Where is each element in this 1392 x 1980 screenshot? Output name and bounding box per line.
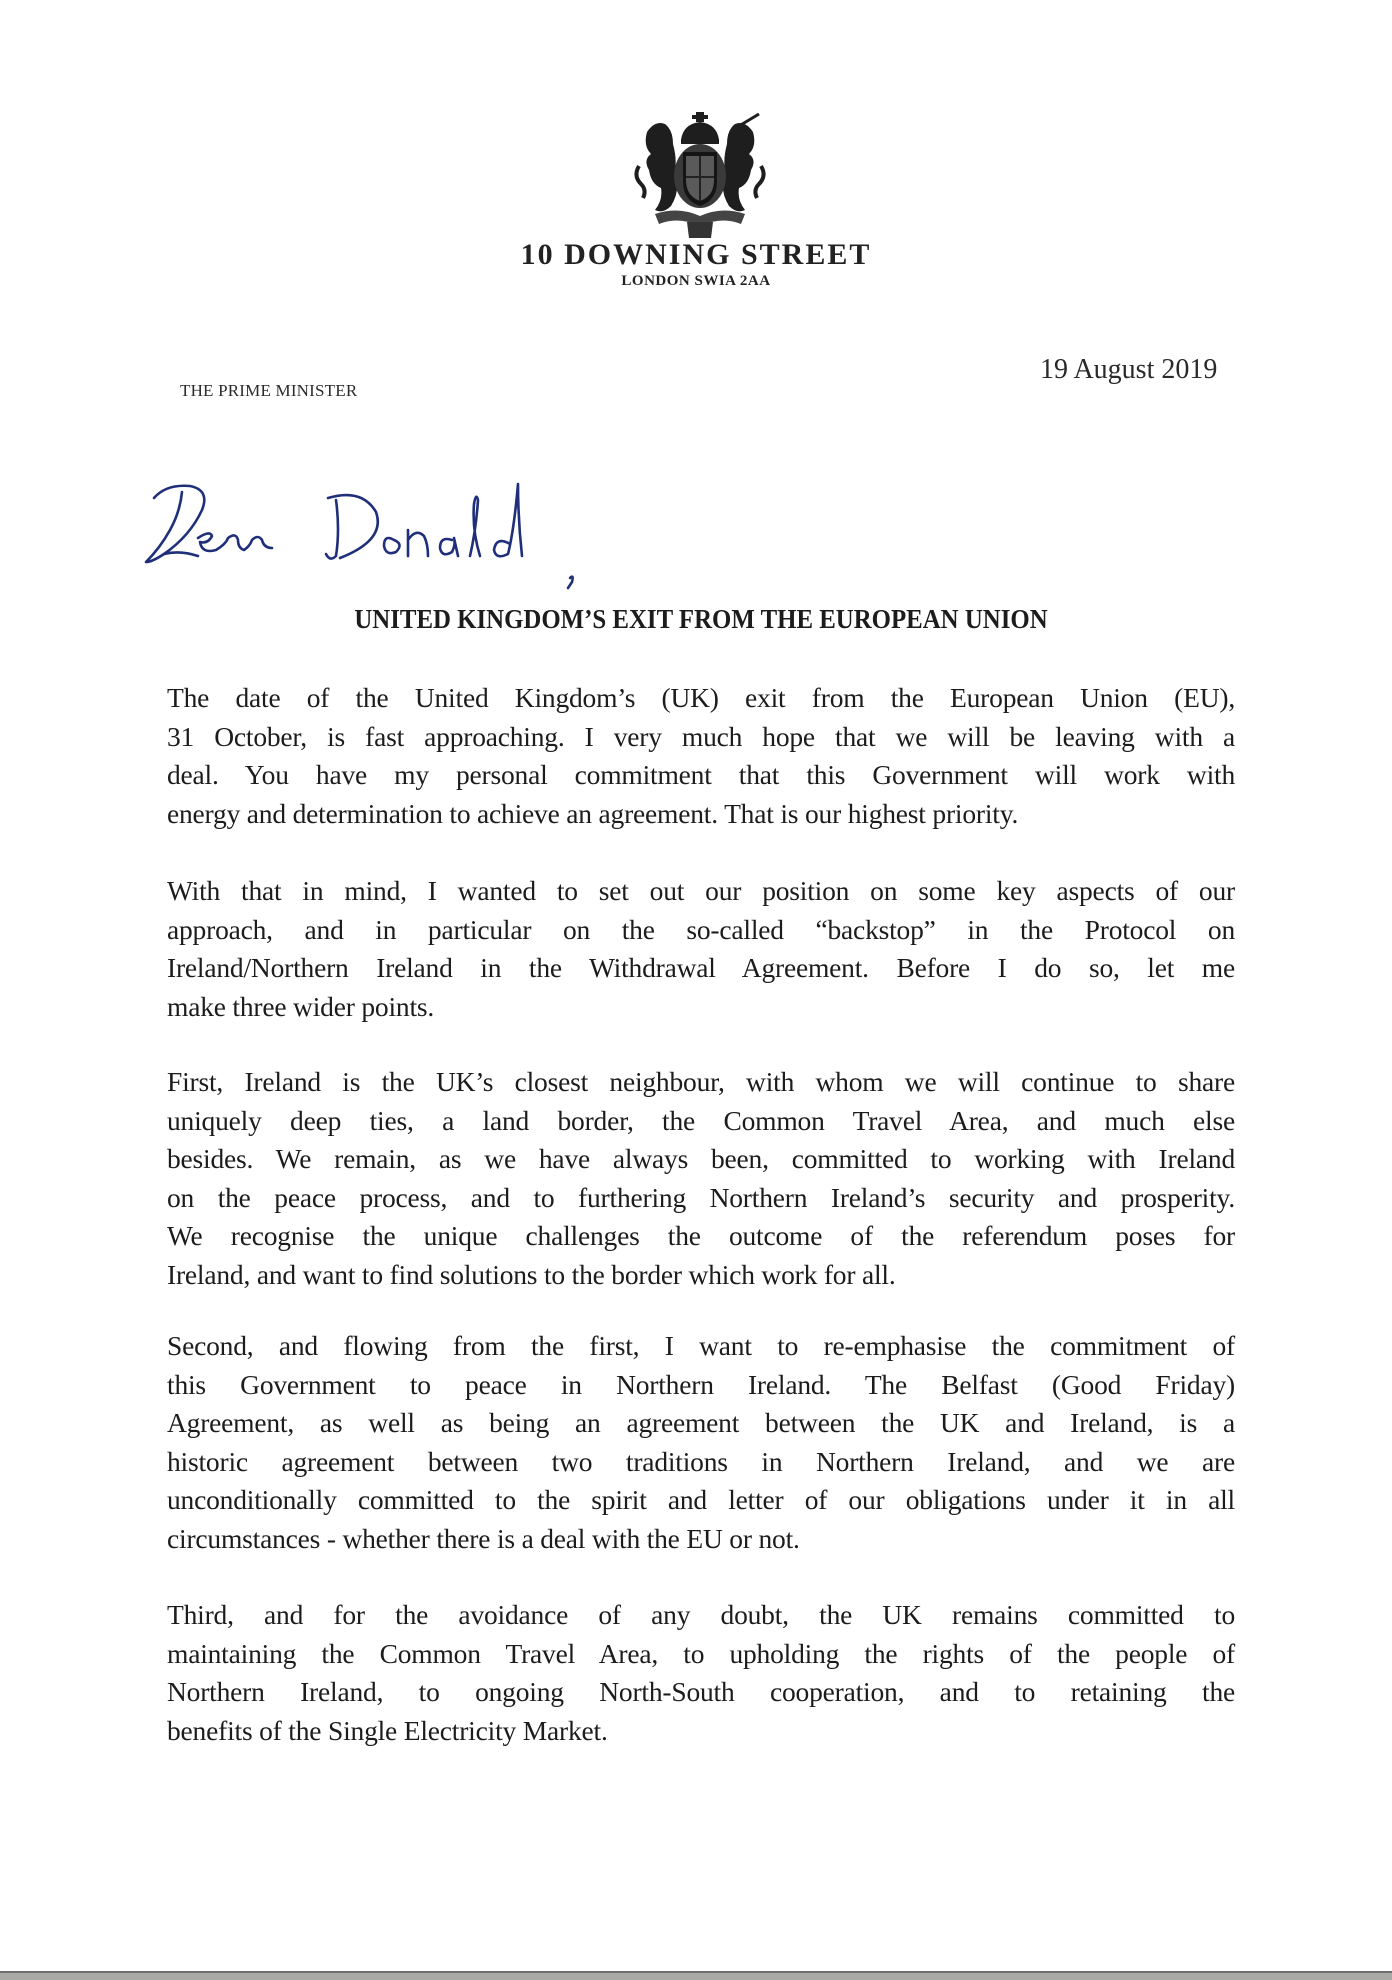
paragraph-line: approach, and in particular on the so-called “backstop” in the Protocol on: [167, 913, 1235, 945]
paragraph-line: circumstances - whether there is a deal with the EU or not.: [167, 1522, 800, 1554]
viewer-bottom-edge: [0, 1971, 1392, 1980]
paragraph-line: unconditionally committed to the spirit and letter of our obligations under it in all: [167, 1484, 1235, 1515]
paragraph-line: on the peace process, and to furthering Northern Ireland’s security and prosperity.: [167, 1181, 1235, 1213]
handwritten-salutation: [140, 470, 700, 590]
paragraph-line: With that in mind, I wanted to set out our position on some key aspects of our: [167, 875, 1235, 906]
paragraph-line: besides. We remain, as we have always been, committed to working with Ireland: [167, 1143, 1235, 1174]
paragraph-line: We recognise the unique challenges the outcome of the referendum poses for: [167, 1220, 1235, 1251]
paragraph-line: uniquely deep ties, a land border, the Common Travel Area, and much else: [167, 1104, 1235, 1136]
royal-crest-icon: [633, 110, 767, 240]
paragraph-line: energy and determination to achieve an agreement. That is our highest priority.: [167, 797, 1019, 829]
letterhead-address-title: 10 DOWNING STREET: [520, 238, 872, 271]
paragraph-line: maintaining the Common Travel Area, to upholding the rights of the people of: [167, 1637, 1235, 1669]
letter-date: 19 August 2019: [1040, 354, 1218, 385]
paragraph-line: First, Ireland is the UK’s closest neighbour, with whom we will continue to share: [167, 1066, 1235, 1097]
paragraph-1: [167, 679, 1235, 833]
paragraph-line: historic agreement between two traditions in Northern Ireland, and we are: [167, 1445, 1235, 1477]
paragraph-line: 31 October, is fast approaching. I very much hope that we will be leaving with a: [167, 720, 1235, 752]
paragraph-line: deal. You have my personal commitment that this Government will work with: [167, 759, 1235, 790]
paragraph-line: Second, and flowing from the first, I want to re-emphasise the commitment of: [167, 1330, 1235, 1361]
paragraph-line: Agreement, as well as being an agreement between the UK and Ireland, is a: [167, 1407, 1235, 1438]
paragraph-3: [167, 1063, 1235, 1294]
paragraph-4: [167, 1327, 1235, 1558]
paragraph-line: The date of the United Kingdom’s (UK) exit from the European Union (EU),: [167, 682, 1235, 713]
paragraph-2: [167, 872, 1235, 1026]
sender-office-label: THE PRIME MINISTER: [180, 381, 358, 400]
paragraph-line: make three wider points.: [167, 990, 435, 1022]
paragraph-5: [167, 1596, 1235, 1750]
letter-heading: UNITED KINGDOM’S EXIT FROM THE EUROPEAN UNION: [354, 604, 1048, 634]
paragraph-line: this Government to peace in Northern Ireland. The Belfast (Good Friday): [167, 1368, 1235, 1400]
paragraph-line: Ireland, and want to find solutions to the border which work for all.: [167, 1258, 896, 1290]
paragraph-line: benefits of the Single Electricity Market.: [167, 1714, 608, 1746]
paragraph-line: Northern Ireland, to ongoing North-South cooperation, and to retaining the: [167, 1676, 1235, 1707]
letterhead-address-subtitle: LONDON SWIA 2AA: [621, 273, 771, 289]
paragraph-line: Ireland/Northern Ireland in the Withdrawal Agreement. Before I do so, let me: [167, 952, 1235, 983]
paragraph-line: Third, and for the avoidance of any doubt, the UK remains committed to: [167, 1599, 1235, 1630]
